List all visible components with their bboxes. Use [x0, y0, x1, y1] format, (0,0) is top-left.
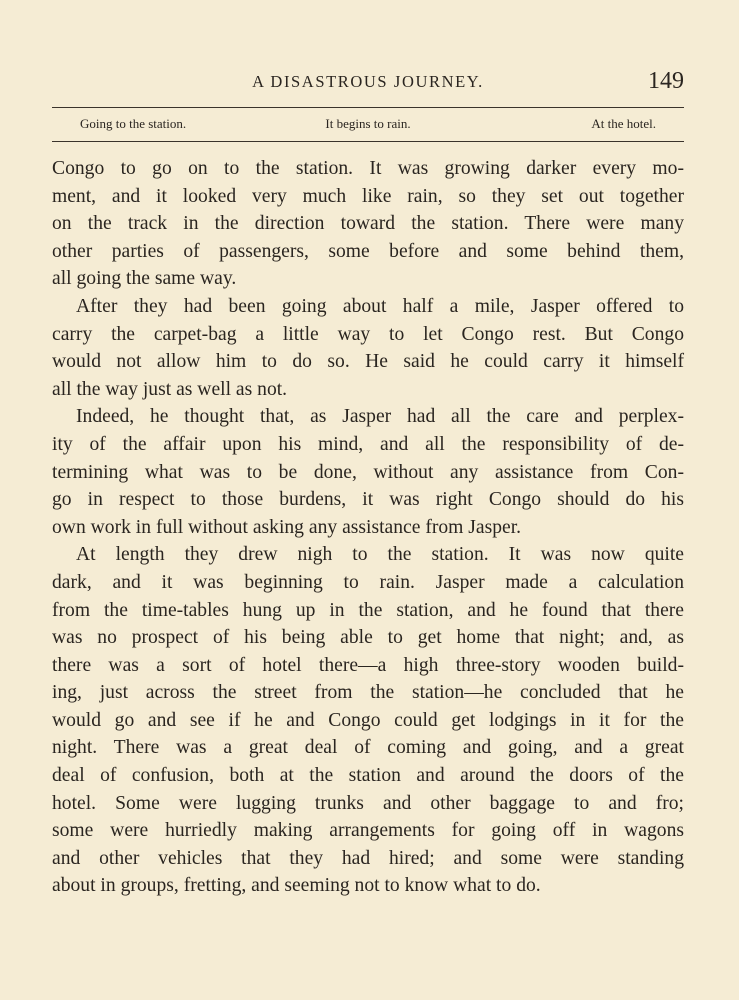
text-line: ity of the affair upon his mind, and all the responsibility of de-	[52, 433, 684, 455]
text-line: and other vehicles that they had hired; and some were standing	[52, 847, 684, 869]
text-line: After they had been going about half a mile, Jasper offered to	[76, 295, 684, 317]
top-rule	[52, 107, 684, 108]
text-line: there was a sort of hotel there—a high three-story wooden build-	[52, 654, 684, 676]
text-line: dark, and it was beginning to rain. Jasper made a calculation	[52, 571, 684, 593]
subhead-going-to-station: Going to the station.	[80, 116, 187, 131]
text-line: Congo to go on to the station. It was growing darker every mo-	[52, 158, 684, 179]
text-line: night. There was a great deal of coming and going, and a great	[52, 737, 684, 759]
text-line: Indeed, he thought that, as Jasper had all the care and perplex-	[76, 406, 684, 428]
text-line: deal of confusion, both at the station and around the doors of the	[52, 765, 684, 787]
subhead-at-the-hotel: At the hotel.	[591, 116, 656, 131]
text-line: some were hurriedly making arrangements for going off in wagons	[52, 820, 684, 842]
marginal-subheads	[52, 116, 684, 136]
text-line: termining what was to be done, without any assistance from Con-	[52, 461, 684, 483]
running-title: A DISASTROUS JOURNEY.	[252, 72, 484, 91]
subhead-begins-to-rain: It begins to rain.	[325, 116, 411, 131]
body-text	[52, 155, 684, 900]
bottom-rule	[52, 141, 684, 142]
text-line: hotel. Some were lugging trunks and other baggage to and fro;	[52, 792, 684, 814]
text-line: about in groups, fretting, and seeming not to know what to do.	[52, 875, 541, 897]
text-line: would go and see if he and Congo could get lodgings in it for the	[52, 709, 684, 731]
text-line: ment, and it looked very much like rain, so they set out together	[52, 185, 684, 207]
page-number: 149	[648, 68, 684, 94]
text-line: all the way just as well as not.	[52, 378, 288, 400]
running-head	[52, 68, 684, 98]
text-line: other parties of passengers, some before and some behind them,	[52, 240, 684, 262]
text-line: all going the same way.	[52, 268, 237, 290]
text-line: own work in full without asking any assistance from Jasper.	[52, 516, 522, 538]
text-line: on the track in the direction toward the station. There were many	[52, 213, 684, 235]
text-line: At length they drew nigh to the station. It was now quite	[76, 544, 684, 566]
text-line: carry the carpet-bag a little way to let Congo rest. But Congo	[52, 323, 684, 345]
text-line: ing, just across the street from the station—he concluded that he	[52, 682, 684, 704]
text-line: from the time-tables hung up in the station, and he found that there	[52, 599, 684, 621]
text-line: go in respect to those burdens, it was right Congo should do his	[52, 489, 684, 511]
text-line: would not allow him to do so. He said he could carry it himself	[52, 351, 684, 373]
text-line: was no prospect of his being able to get home that night; and, as	[52, 627, 684, 649]
